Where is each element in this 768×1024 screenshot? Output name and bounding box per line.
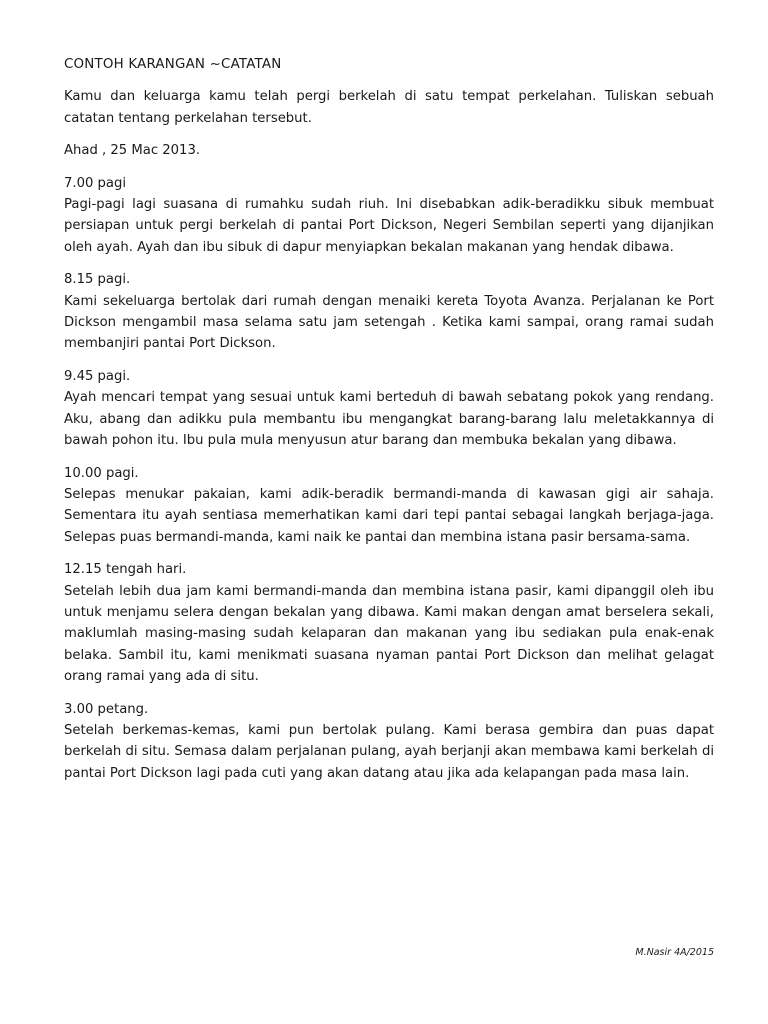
entry-text: Selepas menukar pakaian, kami adik-beradik bermandi-manda di kawasan gigi air sahaja. Sementara itu ayah sentiasa memerhatikan kami dari tepi pantai sebagai langkah berjaga-jaga. Selepas puas bermandi-manda, kami naik ke pantai dan membina istana pasir bersama-sama. bbox=[64, 486, 714, 545]
document-page bbox=[64, 54, 714, 795]
entry-text: Ayah mencari tempat yang sesuai untuk kami berteduh di bawah sebatang pokok yang rendang. Aku, abang dan adikku pula membantu ibu mengangkat barang-barang lalu meletakkannya di bawah pohon itu. Ibu pula mula menyusun atur barang dan membuka bekalan yang dibawa. bbox=[64, 390, 714, 449]
entry-date: Ahad , 25 Mac 2013. bbox=[64, 143, 201, 159]
entry-text: Setelah berkemas-kemas, kami pun bertolak pulang. Kami berasa gembira dan puas dapat berkelah di situ. Semasa dalam perjalanan pulang, ayah berjanji akan membawa kami berkelah di pantai Port Dickson lagi pada cuti yang akan datang atau jika ada kelapangan pada masa lain. bbox=[64, 722, 714, 781]
entry-text: Setelah lebih dua jam kami bermandi-manda dan membina istana pasir, kami dipanggil oleh ibu untuk menjamu selera dengan bekalan yang dibawa. Kami makan dengan amat berselera sekali, maklumlah masing-masing sudah kelaparan dan makanan yang ibu sediakan pula enak-enak belaka. Sambil itu, kami menikmati suasana nyaman pantai Port Dickson dan melihat gelagat orang ramai yang ada di situ. bbox=[64, 583, 714, 685]
entry-time: 8.15 pagi. bbox=[64, 272, 131, 288]
entry-text: Kami sekeluarga bertolak dari rumah dengan menaiki kereta Toyota Avanza. Perjalanan ke Port Dickson mengambil masa selama satu jam setengah . Ketika kami sampai, orang ramai sudah membanjiri pantai Port Dickson. bbox=[64, 293, 714, 352]
document-title: CONTOH KARANGAN ~CATATAN bbox=[64, 57, 282, 72]
diary-entry bbox=[64, 559, 714, 687]
author-signature: M.Nasir 4A/2015 bbox=[635, 947, 714, 958]
diary-entry bbox=[64, 463, 714, 549]
entry-time: 3.00 petang. bbox=[64, 701, 149, 717]
diary-entry bbox=[64, 269, 714, 355]
entry-time: 7.00 pagi bbox=[64, 175, 127, 191]
entry-time: 12.15 tengah hari. bbox=[64, 562, 187, 578]
diary-entry bbox=[64, 699, 714, 785]
diary-entry bbox=[64, 366, 714, 452]
intro-paragraph: Kamu dan keluarga kamu telah pergi berkelah di satu tempat perkelahan. Tuliskan sebuah catatan tentang perkelahan tersebut. bbox=[64, 89, 714, 126]
entry-text: Pagi-pagi lagi suasana di rumahku sudah riuh. Ini disebabkan adik-beradikku sibuk membuat persiapan untuk pergi berkelah di pantai Port Dickson, Negeri Sembilan seperti yang dijanjikan oleh ayah. Ayah dan ibu sibuk di dapur menyiapkan bekalan makanan yang hendak dibawa. bbox=[64, 197, 714, 255]
diary-entry bbox=[64, 173, 714, 259]
entry-time: 9.45 pagi. bbox=[64, 368, 131, 384]
entry-time: 10.00 pagi. bbox=[64, 465, 139, 481]
